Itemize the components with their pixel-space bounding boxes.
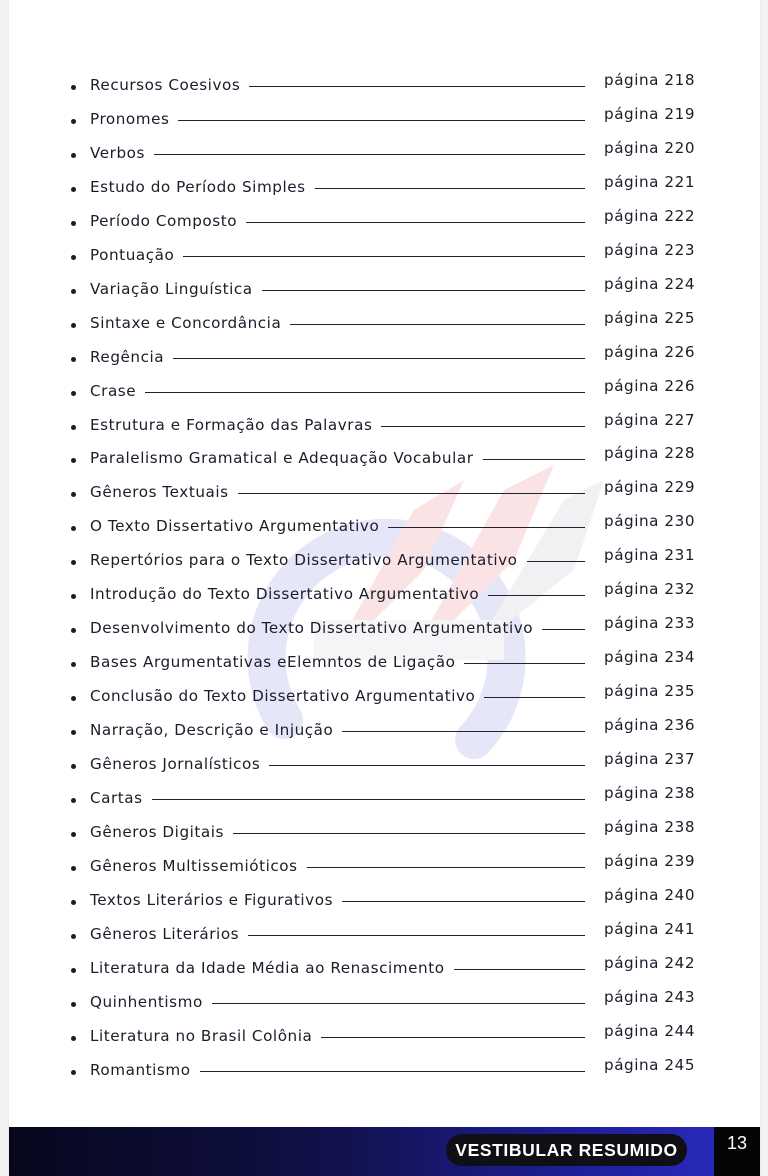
bullet-icon xyxy=(71,255,76,260)
toc-leader-line xyxy=(290,324,585,325)
bullet-icon xyxy=(71,391,76,396)
toc-entry-title: Romantismo xyxy=(90,1060,191,1079)
toc-leader-line xyxy=(238,493,585,494)
toc-entry xyxy=(9,818,760,848)
toc-leader-line xyxy=(342,901,585,902)
toc-entry xyxy=(9,1056,760,1086)
toc-entry-page: página 227 xyxy=(604,410,696,429)
toc-entry-title: Repertórios para o Texto Dissertativo Argumentativo xyxy=(90,551,518,570)
toc-entry-page: página 219 xyxy=(604,104,696,123)
toc-entry xyxy=(9,886,760,916)
toc-entry xyxy=(9,784,760,814)
toc-entry-title: Regência xyxy=(90,347,165,366)
toc-entry xyxy=(9,580,760,610)
toc-entry xyxy=(9,241,760,271)
toc-entry-page: página 221 xyxy=(604,172,696,191)
toc-leader-line xyxy=(342,731,585,732)
table-of-contents xyxy=(9,0,760,1100)
toc-entry-title: Desenvolvimento do Texto Dissertativo Argumentativo xyxy=(90,619,534,638)
toc-entry xyxy=(9,411,760,441)
toc-leader-line xyxy=(388,527,585,528)
toc-entry-title: Quinhentismo xyxy=(90,992,203,1011)
toc-entry-page: página 238 xyxy=(604,817,696,836)
brand-label: VESTIBULAR RESUMIDO xyxy=(455,1140,678,1160)
bullet-icon xyxy=(71,458,76,463)
bullet-icon xyxy=(71,323,76,328)
toc-entry-page: página 235 xyxy=(604,682,696,701)
toc-entry-title: Verbos xyxy=(90,143,145,162)
toc-leader-line xyxy=(488,595,585,596)
toc-entry xyxy=(9,614,760,644)
bullet-icon xyxy=(71,119,76,124)
toc-entry-page: página 231 xyxy=(604,546,696,565)
toc-leader-line xyxy=(307,867,585,868)
toc-entry xyxy=(9,648,760,678)
toc-entry-title: Pronomes xyxy=(90,109,170,128)
bullet-icon xyxy=(71,289,76,294)
toc-entry xyxy=(9,173,760,203)
toc-entry-page: página 236 xyxy=(604,716,696,735)
toc-entry-title: Pontuação xyxy=(90,245,175,264)
toc-leader-line xyxy=(262,290,585,291)
toc-entry xyxy=(9,444,760,474)
bullet-icon xyxy=(71,934,76,939)
toc-entry-title: Gêneros Textuais xyxy=(90,483,229,502)
toc-leader-line xyxy=(248,935,585,936)
toc-entry xyxy=(9,478,760,508)
toc-entry-title: Gêneros Multissemióticos xyxy=(90,856,298,875)
toc-entry xyxy=(9,750,760,780)
toc-leader-line xyxy=(233,833,585,834)
toc-entry-page: página 230 xyxy=(604,512,696,531)
toc-entry-title: Variação Linguística xyxy=(90,279,253,298)
toc-entry-title: O Texto Dissertativo Argumentativo xyxy=(90,517,380,536)
toc-entry-page: página 244 xyxy=(604,1021,696,1040)
toc-entry xyxy=(9,71,760,101)
toc-leader-line xyxy=(315,188,585,189)
toc-entry xyxy=(9,954,760,984)
bullet-icon xyxy=(71,764,76,769)
footer-bar xyxy=(9,1127,760,1176)
toc-entry-title: Textos Literários e Figurativos xyxy=(90,890,334,909)
toc-entry-title: Conclusão do Texto Dissertativo Argumentativo xyxy=(90,687,476,706)
bullet-icon xyxy=(71,968,76,973)
document-page xyxy=(9,0,760,1176)
toc-entry-page: página 224 xyxy=(604,274,696,293)
bullet-icon xyxy=(71,425,76,430)
bullet-icon xyxy=(71,628,76,633)
toc-entry xyxy=(9,343,760,373)
bullet-icon xyxy=(71,1002,76,1007)
bullet-icon xyxy=(71,560,76,565)
bullet-icon xyxy=(71,85,76,90)
page-number: 13 xyxy=(726,1133,748,1153)
bullet-icon xyxy=(71,153,76,158)
bullet-icon xyxy=(71,357,76,362)
toc-entry xyxy=(9,852,760,882)
bullet-icon xyxy=(71,492,76,497)
toc-leader-line xyxy=(212,1003,585,1004)
toc-leader-line xyxy=(454,969,585,970)
toc-entry-title: Estrutura e Formação das Palavras xyxy=(90,415,373,434)
bullet-icon xyxy=(71,832,76,837)
toc-entry xyxy=(9,682,760,712)
page-number-box xyxy=(714,1127,760,1176)
toc-entry xyxy=(9,716,760,746)
toc-entry-page: página 238 xyxy=(604,783,696,802)
bullet-icon xyxy=(71,526,76,531)
bullet-icon xyxy=(71,1036,76,1041)
toc-entry-page: página 226 xyxy=(604,342,696,361)
toc-entry-title: Introdução do Texto Dissertativo Argumentativo xyxy=(90,585,480,604)
bullet-icon xyxy=(71,866,76,871)
bullet-icon xyxy=(71,798,76,803)
toc-leader-line xyxy=(152,799,585,800)
toc-leader-line xyxy=(464,663,585,664)
toc-leader-line xyxy=(246,222,585,223)
toc-entry-page: página 225 xyxy=(604,308,696,327)
toc-entry-title: Paralelismo Gramatical e Adequação Vocabular xyxy=(90,449,474,468)
toc-entry-title: Narração, Descrição e Injução xyxy=(90,721,334,740)
toc-entry-title: Literatura da Idade Média ao Renascimento xyxy=(90,958,445,977)
toc-entry-page: página 240 xyxy=(604,885,696,904)
bullet-icon xyxy=(71,221,76,226)
toc-entry-page: página 228 xyxy=(604,444,696,463)
toc-entry xyxy=(9,105,760,135)
toc-entry-page: página 226 xyxy=(604,376,696,395)
bullet-icon xyxy=(71,900,76,905)
toc-entry-title: Gêneros Digitais xyxy=(90,822,224,841)
toc-entry-page: página 237 xyxy=(604,750,696,768)
toc-entry-page: página 232 xyxy=(604,580,696,599)
toc-entry xyxy=(9,275,760,305)
toc-entry-page: página 234 xyxy=(604,648,696,667)
toc-leader-line xyxy=(200,1071,585,1072)
toc-leader-line xyxy=(249,86,585,87)
toc-entry-page: página 220 xyxy=(604,138,696,157)
toc-leader-line xyxy=(321,1037,585,1038)
toc-leader-line xyxy=(178,120,585,121)
toc-entry-title: Literatura no Brasil Colônia xyxy=(90,1026,313,1045)
toc-entry-page: página 239 xyxy=(604,851,696,870)
bullet-icon xyxy=(71,662,76,667)
toc-entry-title: Período Composto xyxy=(90,211,238,230)
toc-entry-page: página 229 xyxy=(604,478,696,497)
toc-entry-title: Crase xyxy=(90,381,137,400)
toc-entry xyxy=(9,377,760,407)
toc-leader-line xyxy=(483,459,585,460)
toc-leader-line xyxy=(173,358,585,359)
toc-entry-title: Gêneros Literários xyxy=(90,924,240,943)
toc-entry-page: página 233 xyxy=(604,614,696,633)
toc-entry xyxy=(9,139,760,169)
toc-entry-page: página 218 xyxy=(604,71,696,89)
toc-entry-page: página 241 xyxy=(604,919,696,938)
toc-entry-page: página 243 xyxy=(604,987,696,1006)
toc-entry xyxy=(9,512,760,542)
toc-leader-line xyxy=(269,765,585,766)
toc-entry-title: Sintaxe e Concordância xyxy=(90,313,282,332)
toc-leader-line xyxy=(145,392,585,393)
toc-leader-line xyxy=(381,426,585,427)
brand-badge xyxy=(446,1134,687,1166)
toc-leader-line xyxy=(183,256,585,257)
toc-entry xyxy=(9,1022,760,1052)
bullet-icon xyxy=(71,730,76,735)
bullet-icon xyxy=(71,187,76,192)
toc-entry-page: página 242 xyxy=(604,953,696,972)
toc-leader-line xyxy=(484,697,585,698)
toc-entry xyxy=(9,207,760,237)
toc-entry xyxy=(9,920,760,950)
toc-entry-title: Bases Argumentativas eElemntos de Ligação xyxy=(90,653,456,672)
toc-entry xyxy=(9,546,760,576)
toc-entry-title: Cartas xyxy=(90,788,143,807)
toc-entry-title: Gêneros Jornalísticos xyxy=(90,755,261,773)
toc-leader-line xyxy=(154,154,585,155)
toc-entry-page: página 245 xyxy=(604,1055,696,1074)
bullet-icon xyxy=(71,1070,76,1075)
toc-entry-page: página 222 xyxy=(604,206,696,225)
bullet-icon xyxy=(71,696,76,701)
toc-entry-title: Recursos Coesivos xyxy=(90,76,241,94)
toc-entry-page: página 223 xyxy=(604,240,696,259)
toc-leader-line xyxy=(542,629,585,630)
toc-leader-line xyxy=(527,561,585,562)
bullet-icon xyxy=(71,594,76,599)
toc-entry-title: Estudo do Período Simples xyxy=(90,177,306,196)
toc-entry xyxy=(9,309,760,339)
toc-entry xyxy=(9,988,760,1018)
